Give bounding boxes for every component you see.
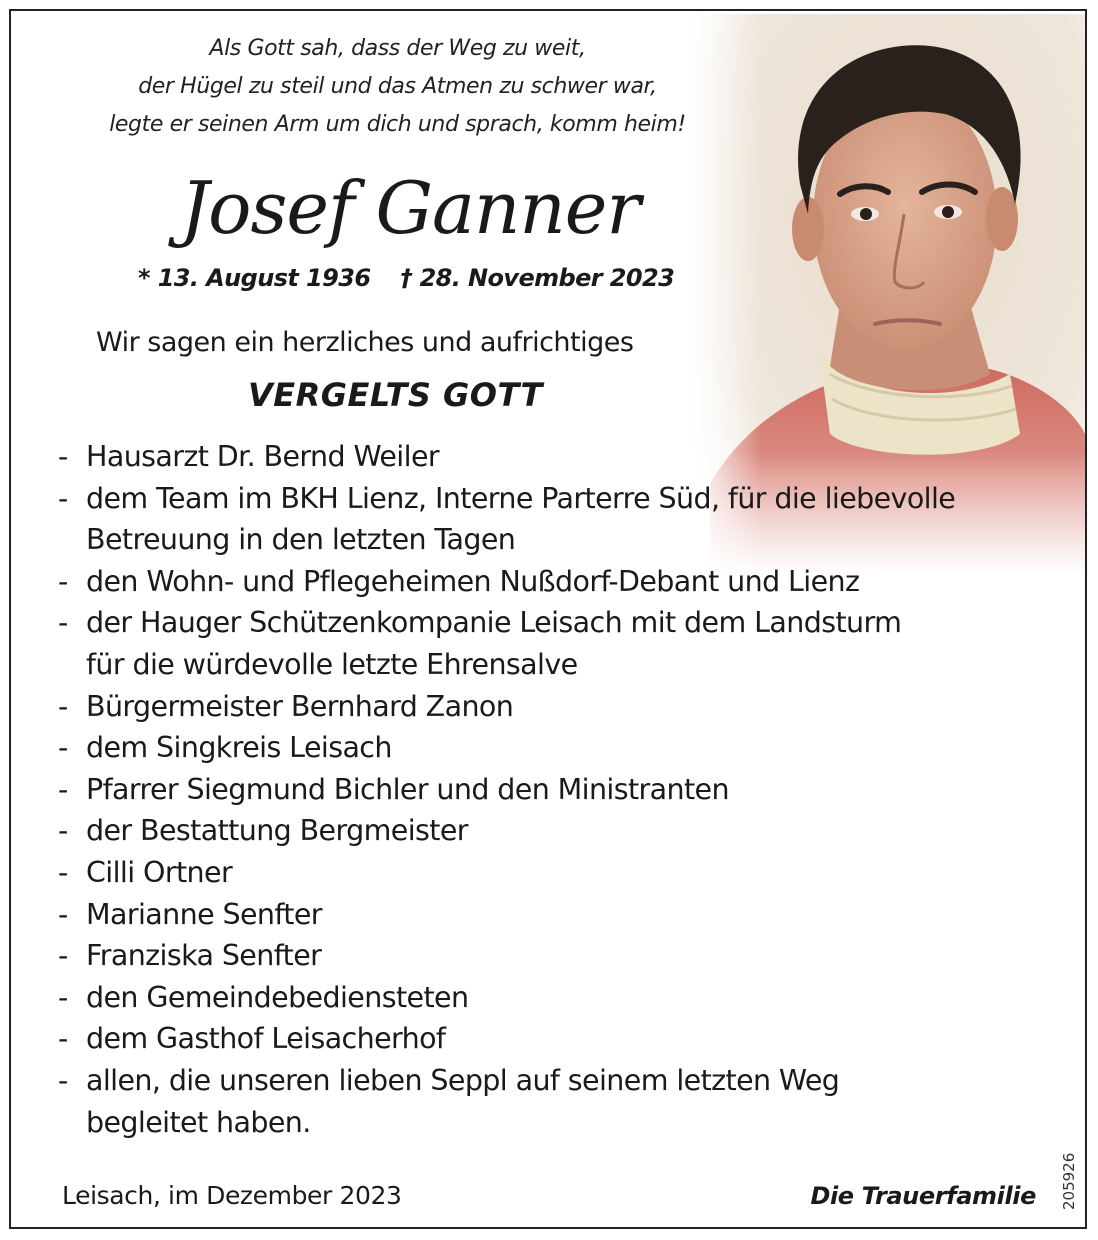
list-item [58, 686, 1058, 728]
thanks-heading: VERGELTS GOTT [248, 376, 543, 414]
list-bullet: - [58, 897, 68, 931]
list-item-text: der Bestattung Bergmeister [86, 814, 468, 848]
list-bullet: - [58, 1022, 68, 1056]
list-item-text: dem Gasthof Leisacherhof [86, 1022, 446, 1056]
list-item-text: Bürgermeister Bernhard Zanon [86, 689, 514, 723]
birth-date: * 13. August 1936 [138, 264, 371, 292]
list-bullet: - [58, 939, 68, 973]
list-item [58, 1060, 1058, 1143]
list-bullet: - [58, 980, 68, 1014]
list-bullet: - [58, 481, 68, 515]
list-bullet: - [58, 772, 68, 806]
list-item [58, 810, 1058, 852]
list-item-text: dem Singkreis Leisach [86, 731, 392, 765]
list-bullet: - [58, 564, 68, 598]
life-dates [138, 260, 674, 296]
list-item [58, 935, 1058, 977]
list-item [58, 894, 1058, 936]
list-item [58, 1018, 1058, 1060]
verse-line: Als Gott sah, dass der Weg zu weit, [209, 36, 586, 61]
place-and-date: Leisach, im Dezember 2023 [62, 1181, 402, 1210]
list-item [58, 977, 1058, 1019]
memorial-verse [40, 30, 755, 144]
thanks-intro: Wir sagen ein herzliches und aufrichtiges [96, 327, 634, 358]
thanks-list [58, 436, 1058, 1143]
list-item [58, 727, 1058, 769]
list-bullet: - [58, 689, 68, 723]
list-bullet: - [58, 814, 68, 848]
list-item [58, 602, 1058, 685]
list-item-text: dem Team im BKH Lienz, Interne Parterre Süd, für die liebevolle Betreuung in den letzten Tagen [86, 481, 956, 557]
list-item-text: Cilli Ortner [86, 855, 233, 889]
list-item-text: den Wohn- und Pflegeheimen Nußdorf-Debant und Lienz [86, 564, 860, 598]
list-item-text: den Gemeindebediensteten [86, 980, 469, 1014]
list-item-text: allen, die unseren lieben Seppl auf seinem letzten Weg begleitet haben. [86, 1063, 840, 1139]
list-item-text: Marianne Senfter [86, 897, 322, 931]
list-bullet: - [58, 440, 68, 473]
verse-line: legte er seinen Arm um dich und sprach, komm heim! [109, 112, 686, 137]
deceased-name: Josef Ganner [180, 166, 640, 250]
list-item-text: Hausarzt Dr. Bernd Weiler [86, 440, 439, 473]
list-item [58, 769, 1058, 811]
list-bullet: - [58, 606, 68, 640]
list-item [58, 561, 1058, 603]
list-bullet: - [58, 731, 68, 765]
list-item [58, 436, 1058, 478]
signature: Die Trauerfamilie [810, 1182, 1036, 1210]
verse-line: der Hügel zu steil und das Atmen zu schwer war, [138, 74, 657, 99]
list-bullet: - [58, 1063, 68, 1097]
ad-reference-number: 205926 [1060, 1152, 1078, 1210]
list-item [58, 478, 1058, 561]
list-bullet: - [58, 855, 68, 889]
list-item [58, 852, 1058, 894]
death-date: † 28. November 2023 [400, 264, 675, 292]
list-item-text: Pfarrer Siegmund Bichler und den Ministranten [86, 772, 729, 806]
list-item-text: der Hauger Schützenkompanie Leisach mit dem Landsturm für die würdevolle letzte Ehrensalve [86, 606, 902, 681]
list-item-text: Franziska Senfter [86, 939, 322, 973]
